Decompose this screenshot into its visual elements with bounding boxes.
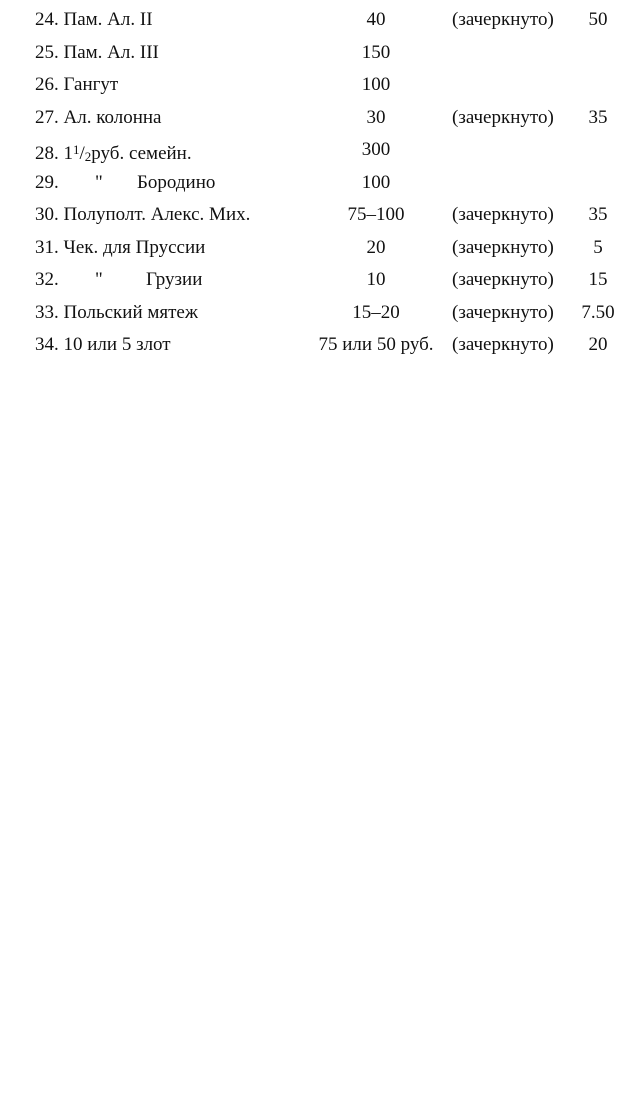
item-price: 300 <box>361 139 391 160</box>
item-number: 34. <box>35 334 59 355</box>
item-number: 32. <box>35 269 59 290</box>
list-row-34 <box>0 329 620 362</box>
list-row-27 <box>0 102 620 135</box>
item-name: Ал. колонна <box>63 106 162 128</box>
item-name: руб. семейн. <box>91 143 192 164</box>
fraction-denominator: 2 <box>84 149 92 164</box>
item-new-price: 50 <box>588 9 608 30</box>
item-new-price: 20 <box>588 334 608 355</box>
item-note: (зачеркнуто) <box>452 334 554 355</box>
item-price: 75–100 <box>347 204 405 225</box>
ditto-mark: " <box>95 171 103 193</box>
item-price: 100 <box>361 74 391 95</box>
item-price: 75 или 50 руб. <box>318 334 434 355</box>
item-price: 30 <box>366 106 386 128</box>
item-number: 33. <box>35 301 59 323</box>
item-cell <box>35 329 171 362</box>
item-name: Полуполт. Алекс. Мих. <box>63 204 251 225</box>
item-price: 15–20 <box>352 301 400 323</box>
item-price: 150 <box>361 41 391 63</box>
list-row-25 <box>0 37 620 70</box>
item-note: (зачеркнуто) <box>452 9 554 30</box>
list-row-32 <box>0 264 620 297</box>
list-row-26 <box>0 69 620 102</box>
item-price: 10 <box>366 269 386 290</box>
item-new-price: 35 <box>588 204 608 225</box>
item-name-whole: 1 <box>63 143 73 164</box>
item-number: 27. <box>35 106 59 128</box>
item-cell <box>35 69 118 102</box>
item-number: 25. <box>35 41 59 63</box>
item-cell <box>35 4 153 37</box>
item-name: Бородино <box>137 171 216 193</box>
item-number: 30. <box>35 204 59 225</box>
price-list <box>0 4 620 362</box>
item-note: (зачеркнуто) <box>452 204 554 225</box>
list-row-30 <box>0 199 620 232</box>
item-name: Польский мятеж <box>63 301 198 323</box>
item-name: Пам. Ал. II <box>63 9 153 30</box>
item-name: 10 или 5 злот <box>63 334 171 355</box>
fraction-slash: / <box>79 143 85 164</box>
item-new-price: 5 <box>593 236 603 258</box>
item-number: 31. <box>35 236 59 258</box>
item-cell <box>35 37 159 70</box>
item-cell <box>35 232 205 265</box>
item-cell <box>35 199 250 232</box>
item-name: Чек. для Пруссии <box>63 236 206 258</box>
item-name: Пам. Ал. III <box>63 41 159 63</box>
list-row-29 <box>0 167 620 200</box>
item-note: (зачеркнуто) <box>452 269 554 290</box>
item-new-price: 35 <box>588 106 608 128</box>
ditto-mark: " <box>95 269 103 290</box>
item-number: 24. <box>35 9 59 30</box>
list-row-31 <box>0 232 620 265</box>
item-number: 28. <box>35 143 59 164</box>
list-row-33 <box>0 297 620 330</box>
fraction-numerator: 1 <box>73 142 80 157</box>
item-price: 100 <box>361 171 391 193</box>
item-name: Гангут <box>63 74 119 95</box>
item-name: Грузии <box>146 269 203 290</box>
item-new-price: 7.50 <box>581 301 615 323</box>
item-cell <box>35 102 161 135</box>
item-price: 40 <box>366 9 386 30</box>
item-note: (зачеркнуто) <box>452 106 554 128</box>
item-cell <box>35 297 198 330</box>
item-number: 29. <box>35 171 59 193</box>
item-number: 26. <box>35 74 59 95</box>
item-new-price: 15 <box>588 269 608 290</box>
list-row-24 <box>0 4 620 37</box>
list-row-28 <box>0 134 620 167</box>
item-note: (зачеркнуто) <box>452 301 554 323</box>
item-price: 20 <box>366 236 386 258</box>
item-note: (зачеркнуто) <box>452 236 554 258</box>
